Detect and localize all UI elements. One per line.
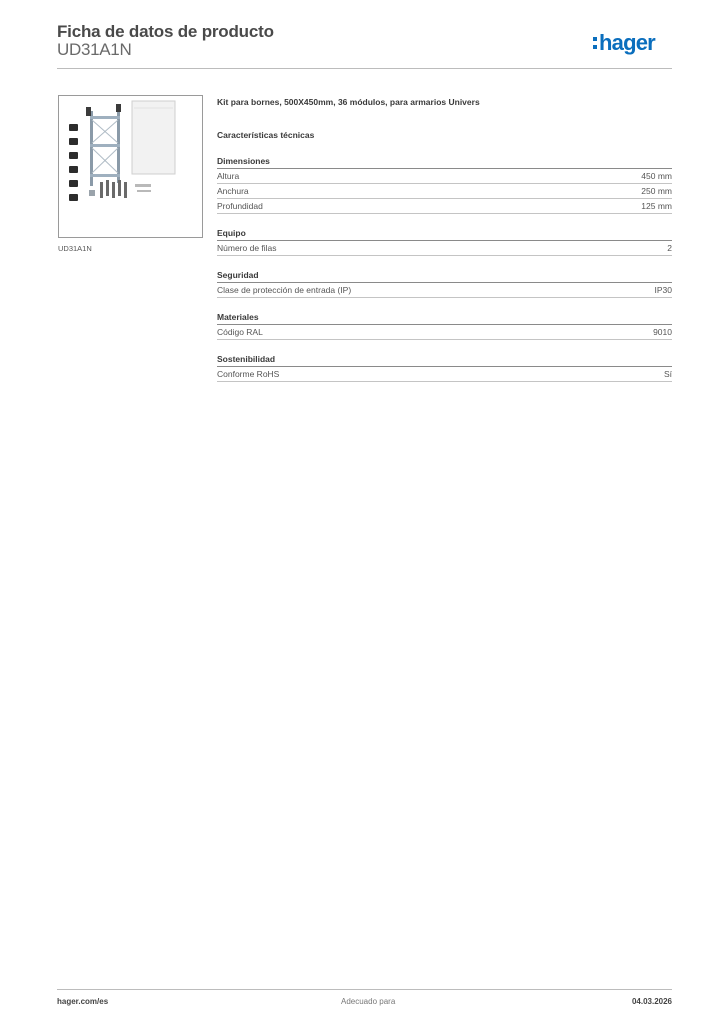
logo-wordmark: hager bbox=[599, 30, 655, 55]
spec-value: 9010 bbox=[653, 327, 672, 337]
spec-value: 250 mm bbox=[641, 186, 672, 196]
footer-note: Adecuado para bbox=[341, 997, 396, 1006]
product-photo-icon bbox=[59, 96, 202, 237]
spec-label: Código RAL bbox=[217, 327, 263, 337]
spec-label: Altura bbox=[217, 171, 240, 181]
product-description: Kit para bornes, 500X450mm, 36 módulos, para armarios Univers bbox=[217, 97, 480, 107]
spec-value: Sí bbox=[663, 369, 672, 379]
spec-row bbox=[217, 199, 672, 214]
spec-column bbox=[217, 96, 672, 382]
spec-row bbox=[217, 184, 672, 199]
header-divider bbox=[57, 68, 672, 69]
product-image bbox=[58, 95, 203, 238]
group-title-seguridad: Seguridad bbox=[217, 268, 672, 283]
page-title: Ficha de datos de producto bbox=[57, 22, 274, 41]
technical-heading: Características técnicas bbox=[217, 130, 315, 140]
spec-value: 125 mm bbox=[641, 201, 672, 211]
spec-label: Conforme RoHS bbox=[217, 369, 280, 379]
group-title-dimensiones: Dimensiones bbox=[217, 154, 672, 169]
spec-label: Profundidad bbox=[217, 201, 263, 211]
spec-value: 450 mm bbox=[641, 171, 672, 181]
spec-value: 2 bbox=[667, 243, 672, 253]
spec-row bbox=[217, 169, 672, 184]
group-title-materiales: Materiales bbox=[217, 310, 672, 325]
image-caption: UD31A1N bbox=[58, 244, 92, 253]
footer-website-link[interactable]: hager.com/es bbox=[57, 997, 109, 1006]
spec-label: Clase de protección de entrada (IP) bbox=[217, 285, 352, 295]
spec-label: Anchura bbox=[217, 186, 249, 196]
product-reference: UD31A1N bbox=[57, 40, 132, 59]
hager-logo bbox=[592, 28, 676, 58]
footer-divider bbox=[57, 989, 672, 990]
spec-row bbox=[217, 283, 672, 298]
group-title-equipo: Equipo bbox=[217, 226, 672, 241]
spec-value: IP30 bbox=[654, 285, 672, 295]
spec-row bbox=[217, 367, 672, 382]
group-title-sostenibilidad: Sostenibilidad bbox=[217, 352, 672, 367]
spec-row bbox=[217, 241, 672, 256]
spec-label: Número de filas bbox=[217, 243, 277, 253]
footer-date: 04.03.2026 bbox=[631, 997, 672, 1006]
spec-row bbox=[217, 325, 672, 340]
